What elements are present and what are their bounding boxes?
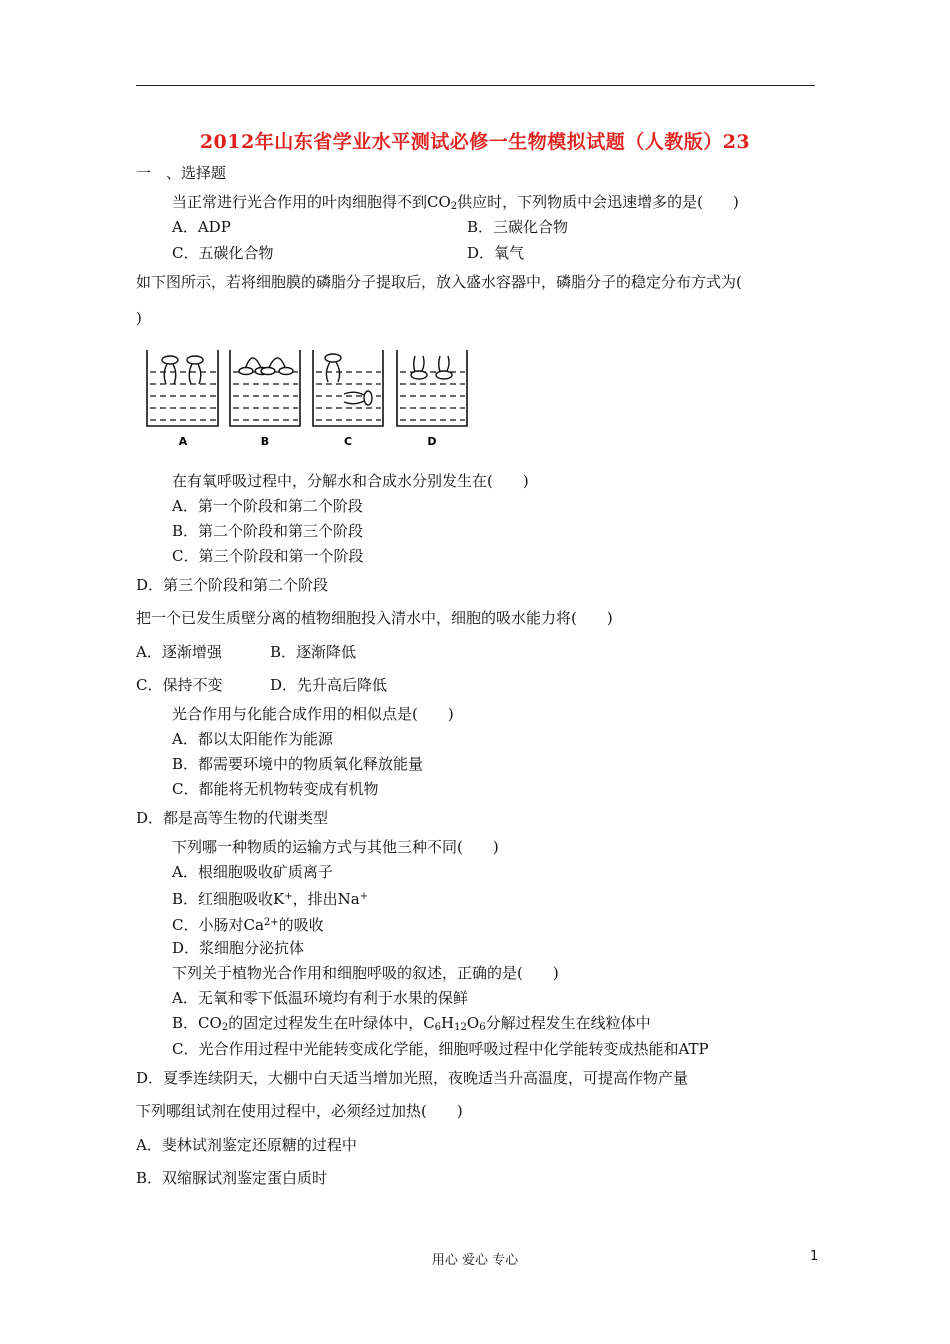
q4-option-b: B．逐渐降低 — [270, 643, 357, 661]
q3-option-c: C．第三个阶段和第一个阶段 — [172, 547, 364, 565]
q1-option-c: C．五碳化合物 — [172, 244, 274, 262]
page-number: 1 — [810, 1249, 819, 1264]
phospholipid-figure — [140, 342, 480, 452]
q3-option-a: A．第一个阶段和第二个阶段 — [172, 497, 363, 515]
section-heading: 一 、选择题 — [136, 164, 227, 182]
figure-label-d: D — [427, 435, 437, 448]
question-1-stem: 当正常进行光合作用的叶肉细胞得不到$CO_2$供应时，下列物质中会迅速增多的是( ) — [172, 193, 739, 212]
page-title: 2012年山东省学业水平测试必修一生物模拟试题（人教版）23 — [199, 131, 751, 153]
question-4-stem: 把一个已发生质壁分离的植物细胞投入清水中，细胞的吸水能力将( ) — [136, 609, 613, 627]
q6-option-a: A．根细胞吸收矿质离子 — [172, 863, 333, 881]
q5-option-a: A．都以太阳能作为能源 — [172, 730, 333, 748]
q4-option-c: C．保持不变 — [136, 676, 223, 694]
q1-option-d: D．氧气 — [467, 244, 525, 262]
q6-option-c: C．小肠对$Ca^{2+}$的吸收 — [172, 916, 324, 934]
q3-option-d: D．第三个阶段和第二个阶段 — [136, 576, 329, 594]
question-2-stem-end: ) — [136, 309, 142, 327]
figure-label-c: C — [343, 435, 353, 448]
q6-option-d: D．浆细胞分泌抗体 — [172, 939, 305, 957]
q1-option-b: B．三碳化合物 — [467, 218, 569, 236]
figure-label-b: B — [260, 435, 270, 448]
q7-option-c: C．光合作用过程中光能转变成化学能，细胞呼吸过程中化学能转变成热能和ATP — [172, 1040, 709, 1058]
q7-option-a: A．无氧和零下低温环境均有利于水果的保鲜 — [172, 989, 468, 1007]
header-rule — [136, 85, 815, 86]
question-2-stem: 如下图所示，若将细胞膜的磷脂分子提取后，放入盛水容器中，磷脂分子的稳定分布方式为( — [136, 273, 742, 291]
q5-option-d: D．都是高等生物的代谢类型 — [136, 809, 329, 827]
q5-option-b: B．都需要环境中的物质氧化释放能量 — [172, 755, 424, 773]
question-7-stem: 下列关于植物光合作用和细胞呼吸的叙述，正确的是( ) — [172, 964, 559, 982]
q4-option-a: A．逐渐增强 — [136, 643, 222, 661]
q7-option-b: B．$CO_2$的固定过程发生在叶绿体中，$C_6H_{12}O_6$分解过程发生在线粒体中 — [172, 1014, 651, 1033]
figure-label-a: A — [178, 435, 188, 448]
q1-option-a: A．ADP — [172, 218, 231, 236]
question-6-stem: 下列哪一种物质的运输方式与其他三种不同( ) — [172, 838, 499, 856]
question-8-stem: 下列哪组试剂在使用过程中，必须经过加热( ) — [136, 1102, 463, 1120]
q8-option-a: A．斐林试剂鉴定还原糖的过程中 — [136, 1136, 357, 1154]
q5-option-c: C．都能将无机物转变成有机物 — [172, 780, 379, 798]
question-5-stem: 光合作用与化能合成作用的相似点是( ) — [172, 705, 454, 723]
q6-option-b: B．红细胞吸收K+，排出Na+ — [172, 890, 369, 908]
q4-option-d: D．先升高后降低 — [270, 676, 388, 694]
question-3-stem: 在有氧呼吸过程中，分解水和合成水分别发生在( ) — [172, 472, 529, 490]
q8-option-b: B．双缩脲试剂鉴定蛋白质时 — [136, 1169, 328, 1187]
q7-option-d: D．夏季连续阴天，大棚中白天适当增加光照，夜晚适当升高温度，可提高作物产量 — [136, 1069, 689, 1087]
page-footer: 用心 爱心 专心 — [431, 1253, 519, 1268]
q3-option-b: B．第二个阶段和第三个阶段 — [172, 522, 364, 540]
